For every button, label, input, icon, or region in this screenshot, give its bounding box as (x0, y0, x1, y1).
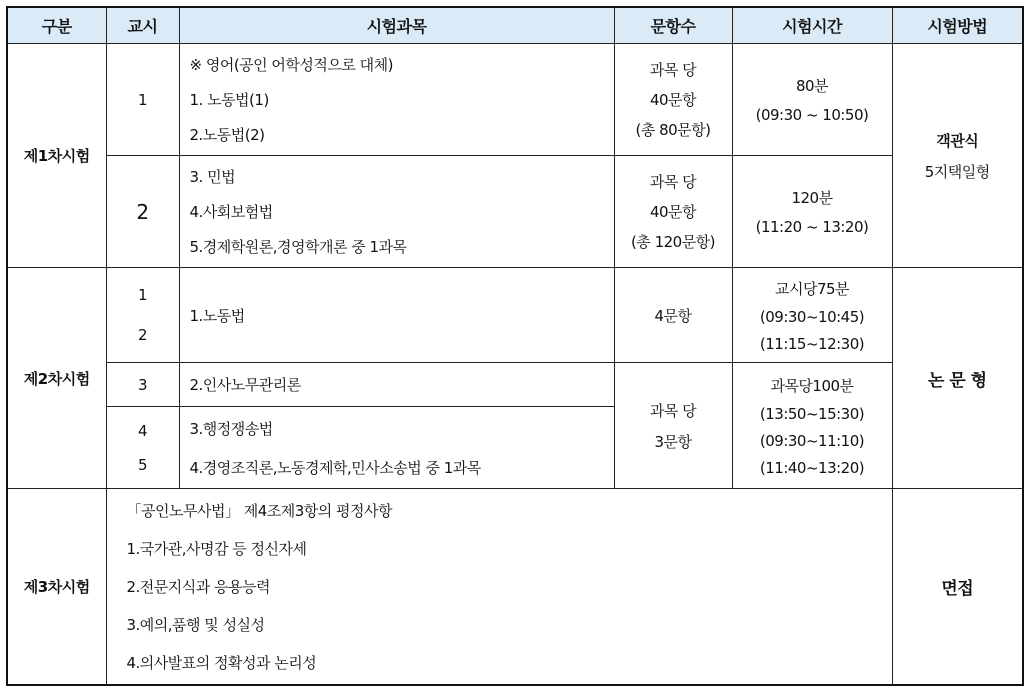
round2-r1-periods (106, 268, 179, 363)
header-row (7, 7, 1023, 44)
method-line: 객관식 (936, 131, 979, 150)
period-number: 4 (137, 421, 148, 440)
time-line: (09:30~10:45) (759, 307, 865, 326)
time-line: (09:30~11:10) (759, 431, 865, 450)
round2-row1 (7, 268, 1023, 363)
subject-line: 2.노동법(2) (189, 126, 265, 144)
round3-row (7, 489, 1023, 685)
round1-p2-period: 2 (106, 156, 179, 268)
header-subjects: 시험과목 (179, 7, 614, 44)
round1-p2-time (732, 156, 892, 268)
round1-p1-subjects (179, 44, 614, 156)
round1-p1-period: 1 (106, 44, 179, 156)
round2-shared-questions (614, 363, 732, 489)
period-number: 5 (137, 455, 148, 474)
round2-method: 논 문 형 (892, 268, 1023, 489)
subject-line: 5.경제학원론,경영학개론 중 1과목 (189, 238, 407, 256)
round1-period2-row (7, 156, 1023, 268)
questions-line: (총 80문항) (635, 121, 711, 139)
time-line: 120분 (791, 189, 833, 207)
round1-p2-questions (614, 156, 732, 268)
period-number: 2 (137, 326, 148, 344)
time-line: (11:40~13:20) (759, 458, 865, 477)
round3-method: 면접 (892, 489, 1023, 685)
round2-r2-period: 3 (106, 363, 179, 407)
questions-line: 과목 당 (649, 401, 697, 420)
header-questions: 문항수 (614, 7, 732, 44)
time-line: (13:50~15:30) (759, 404, 865, 423)
subject-line: 1. 노동법(1) (189, 91, 269, 109)
time-line: 교시당75분 (774, 279, 850, 298)
criteria-line: 4.의사발표의 정확성과 논리성 (126, 653, 317, 672)
header-period: 교시 (106, 7, 179, 44)
subject-line: ※ 영어(공인 어학성적으로 대체) (189, 56, 393, 74)
questions-line: 40문항 (649, 91, 697, 109)
subject-line: 4.경영조직론,노동경제학,민사소송법 중 1과목 (189, 458, 481, 477)
method-line: 5지택일형 (924, 162, 990, 181)
round1-p2-subjects (179, 156, 614, 268)
criteria-line: 1.국가관,사명감 등 정신자세 (126, 539, 307, 558)
period-number: 1 (137, 286, 148, 304)
exam-schedule-table (6, 6, 1024, 686)
round2-r2-subject: 2.인사노무관리론 (179, 363, 614, 407)
round1-period1-row (7, 44, 1023, 156)
questions-line: 과목 당 (649, 61, 697, 79)
round2-r1-subject: 1.노동법 (179, 268, 614, 363)
criteria-line: 「공인노무사법」 제4조제3항의 평정사항 (126, 501, 392, 520)
round3-label: 제3차시험 (7, 489, 106, 685)
round2-r1-time (732, 268, 892, 363)
header-time: 시험시간 (732, 7, 892, 44)
criteria-line: 2.전문지식과 응용능력 (126, 577, 270, 596)
round1-p1-time (732, 44, 892, 156)
round2-label: 제2차시험 (7, 268, 106, 489)
round2-r1-questions: 4문항 (614, 268, 732, 363)
round1-p1-questions (614, 44, 732, 156)
questions-line: (총 120문항) (630, 233, 716, 251)
time-line: (11:15~12:30) (759, 334, 865, 353)
round2-r3-subjects (179, 407, 614, 489)
round1-method (892, 44, 1023, 268)
round2-shared-time (732, 363, 892, 489)
header-method: 시험방법 (892, 7, 1023, 44)
subject-line: 3. 민법 (189, 168, 236, 186)
round1-label: 제1차시험 (7, 44, 106, 268)
subject-line: 3.행정쟁송법 (189, 419, 273, 438)
round3-criteria (106, 489, 892, 685)
header-category: 구분 (7, 7, 106, 44)
time-line: (11:20 ~ 13:20) (755, 218, 869, 236)
round2-row2 (7, 363, 1023, 407)
time-line: 과목당100분 (770, 376, 854, 395)
subject-line: 4.사회보험법 (189, 203, 273, 221)
criteria-line: 3.예의,품행 및 성실성 (126, 615, 265, 634)
time-line: (09:30 ~ 10:50) (755, 106, 869, 124)
time-line: 80분 (795, 77, 829, 95)
questions-line: 3문항 (654, 432, 692, 451)
questions-line: 40문항 (649, 203, 697, 221)
round2-r3-periods (106, 407, 179, 489)
questions-line: 과목 당 (649, 173, 697, 191)
